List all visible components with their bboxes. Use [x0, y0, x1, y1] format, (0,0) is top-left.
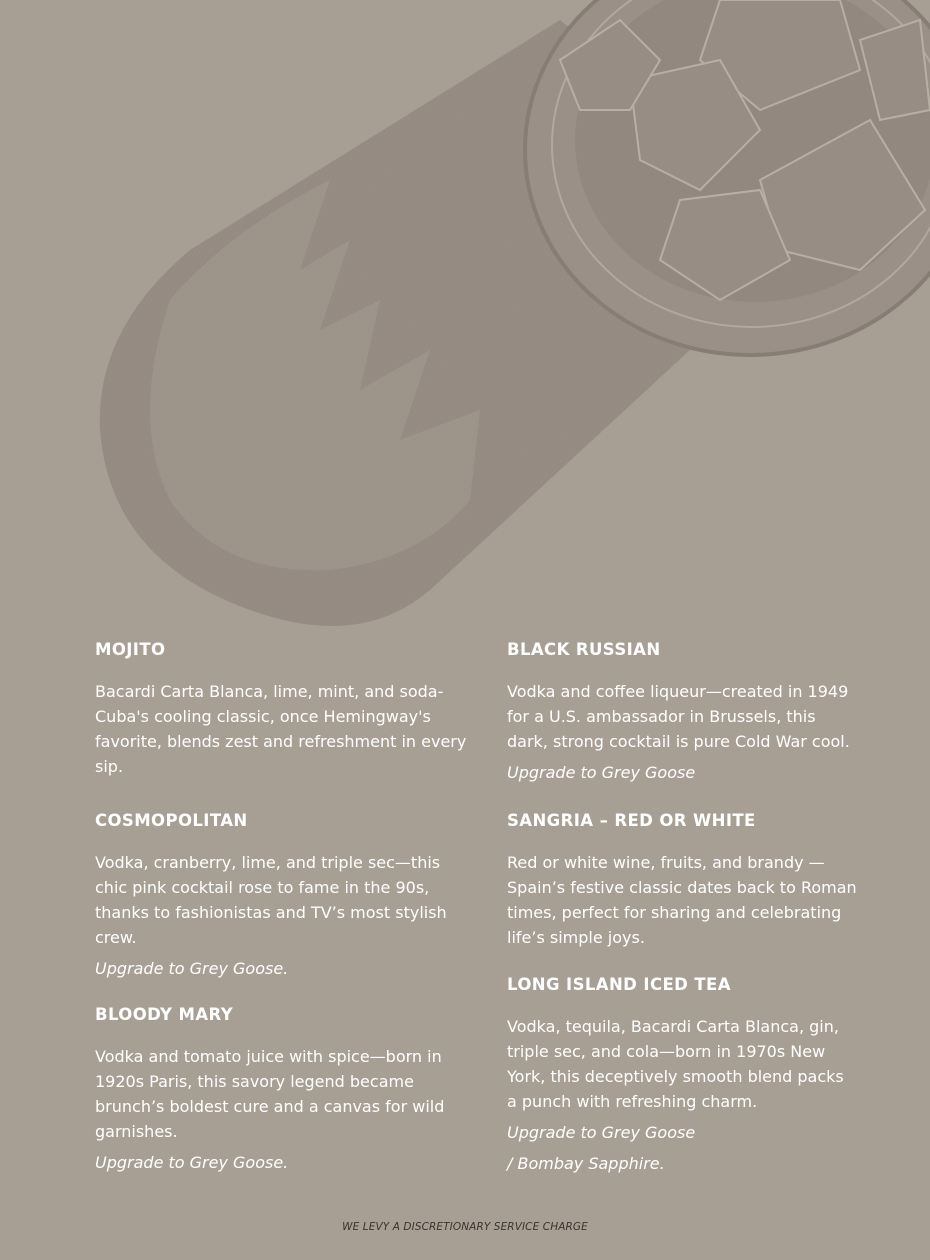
item-title: MOJITO [95, 640, 166, 659]
service-charge-note: WE LEVY A DISCRETIONARY SERVICE CHARGE [342, 1221, 588, 1233]
item-title: BLOODY MARY [95, 1005, 234, 1024]
menu-item-bloody-mary [95, 1003, 467, 1175]
item-upgrade: Upgrade to Grey Goose. [95, 1153, 289, 1172]
item-upgrade: Upgrade to Grey Goose [507, 763, 696, 782]
item-title: SANGRIA – RED OR WHITE [507, 811, 756, 830]
menu-item-cosmopolitan [95, 809, 467, 981]
item-description: Red or white wine, fruits, and brandy —Spain’s festive classic dates back to Roman times, perfect for sharing and celebrating life’s simple joys. [507, 853, 857, 947]
item-description: Vodka, tequila, Bacardi Carta Blanca, gin, triple sec, and cola—born in 1970s New York, this deceptively smooth blend packs a punch with refreshing charm. [507, 1017, 844, 1111]
menu-item-sangria [507, 809, 857, 950]
item-upgrade: Upgrade to Grey Goose [507, 1123, 696, 1142]
item-title: BLACK RUSSIAN [507, 640, 661, 659]
menu-item-mojito [95, 638, 467, 779]
item-description: Vodka, cranberry, lime, and triple sec—this chic pink cocktail rose to fame in the 90s, thanks to fashionistas and TV’s most stylish crew. [95, 853, 447, 947]
menu-item-long-island-iced-tea [507, 973, 857, 1176]
item-upgrade: / Bombay Sapphire. [507, 1154, 665, 1173]
item-upgrade: Upgrade to Grey Goose. [95, 959, 289, 978]
menu-item-black-russian [507, 638, 857, 785]
item-description: Vodka and tomato juice with spice—born in 1920s Paris, this savory legend became brunch’s boldest cure and a canvas for wild garnishes. [95, 1047, 445, 1141]
item-description: Bacardi Carta Blanca, lime, mint, and soda-Cuba's cooling classic, once Hemingway's favorite, blends zest and refreshment in every sip. [95, 682, 467, 776]
item-title: COSMOPOLITAN [95, 811, 248, 830]
item-description: Vodka and coffee liqueur—created in 1949 for a U.S. ambassador in Brussels, this dark, strong cocktail is pure Cold War cool. [507, 682, 850, 751]
item-title: LONG ISLAND ICED TEA [507, 975, 731, 994]
